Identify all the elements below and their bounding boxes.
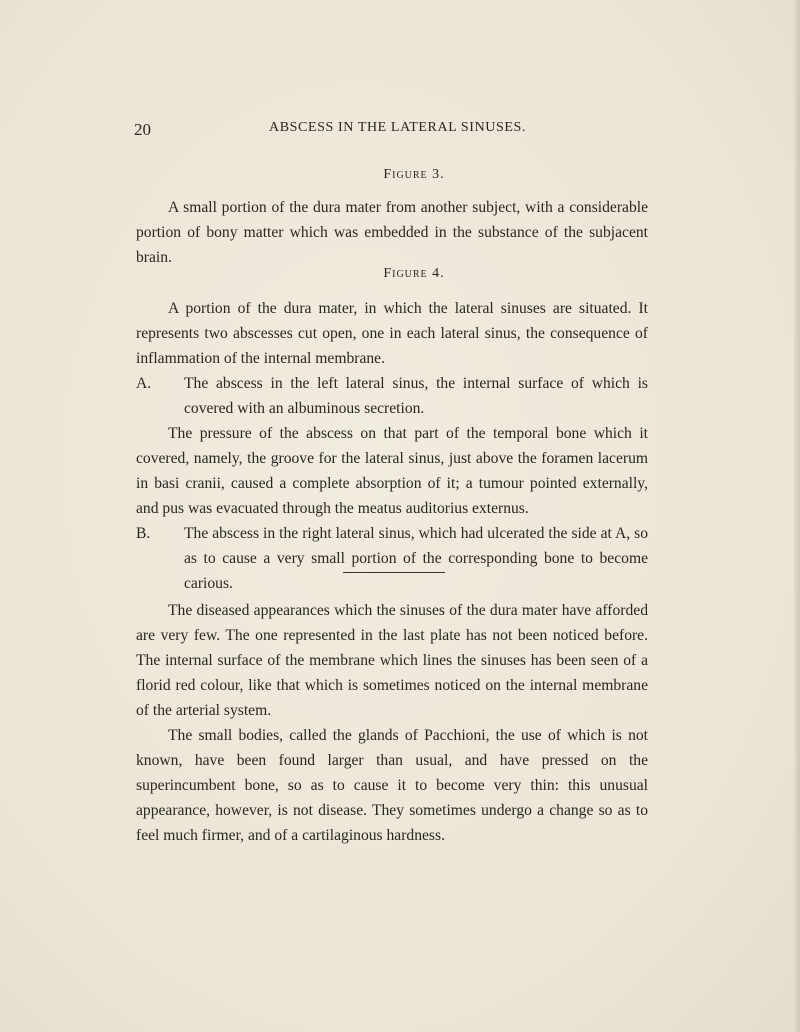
figure-3-text: A small portion of the dura mater from another subject, with a considerable portion of bony matter which was embedded in the substance of the subjacent brain.: [136, 199, 648, 266]
item-b-text: The abscess in the right lateral sinus, which had ulcerated the side at A, so as to cause a very small portion of the corresponding bone to become carious.: [184, 525, 648, 592]
page-header: [134, 118, 654, 140]
figure-4-caption-text: Figure 4.: [383, 266, 445, 281]
body-text: [136, 598, 648, 848]
item-a-label: A.: [136, 375, 152, 392]
figure-3-caption-text: Figure 3.: [383, 167, 445, 182]
section-divider: [343, 572, 445, 573]
item-b-label: B.: [136, 525, 151, 542]
pressure-paragraph: The pressure of the abscess on that part of the temporal bone which it covered, namely, the groove for the lateral sinus, just above the foramen lacerum in basi cranii, caused a complete absorption of it; a tumour pointed externally, and pus was evacuated through the meatus auditorius externus.: [136, 425, 648, 517]
figure-4-caption: [0, 266, 800, 282]
body-paragraph-1: The diseased appearances which the sinuses of the dura mater have afforded are very few. The one represented in the last plate has not been noticed before. The internal surface of the membrane which lines the sinuses has been seen of a florid red colour, like that which is sometimes noticed on the internal membrane of the arterial system.: [136, 602, 648, 719]
figure-3-caption: [0, 167, 800, 183]
page-number: 20: [134, 120, 151, 139]
figure-4-description: [136, 296, 648, 596]
figure-3-description: [136, 195, 648, 270]
item-a: [136, 371, 648, 421]
item-a-text: The abscess in the left lateral sinus, the internal surface of which is covered with an albuminous secretion.: [184, 375, 648, 417]
item-b: [136, 521, 648, 596]
running-title: ABSCESS IN THE LATERAL SINUSES.: [269, 120, 527, 135]
page-edge: [794, 0, 800, 1032]
figure-4-intro: A portion of the dura mater, in which the lateral sinuses are situated. It represents two abscesses cut open, one in each lateral sinus, the consequence of inflammation of the internal membrane.: [136, 300, 648, 367]
body-paragraph-2: The small bodies, called the glands of Pacchioni, the use of which is not known, have been found larger than usual, and have pressed on the superincumbent bone, so as to cause it to become very thin: this unusual appearance, however, is not disease. They sometimes undergo a change so as to feel much firmer, and of a cartilaginous hardness.: [136, 727, 648, 844]
